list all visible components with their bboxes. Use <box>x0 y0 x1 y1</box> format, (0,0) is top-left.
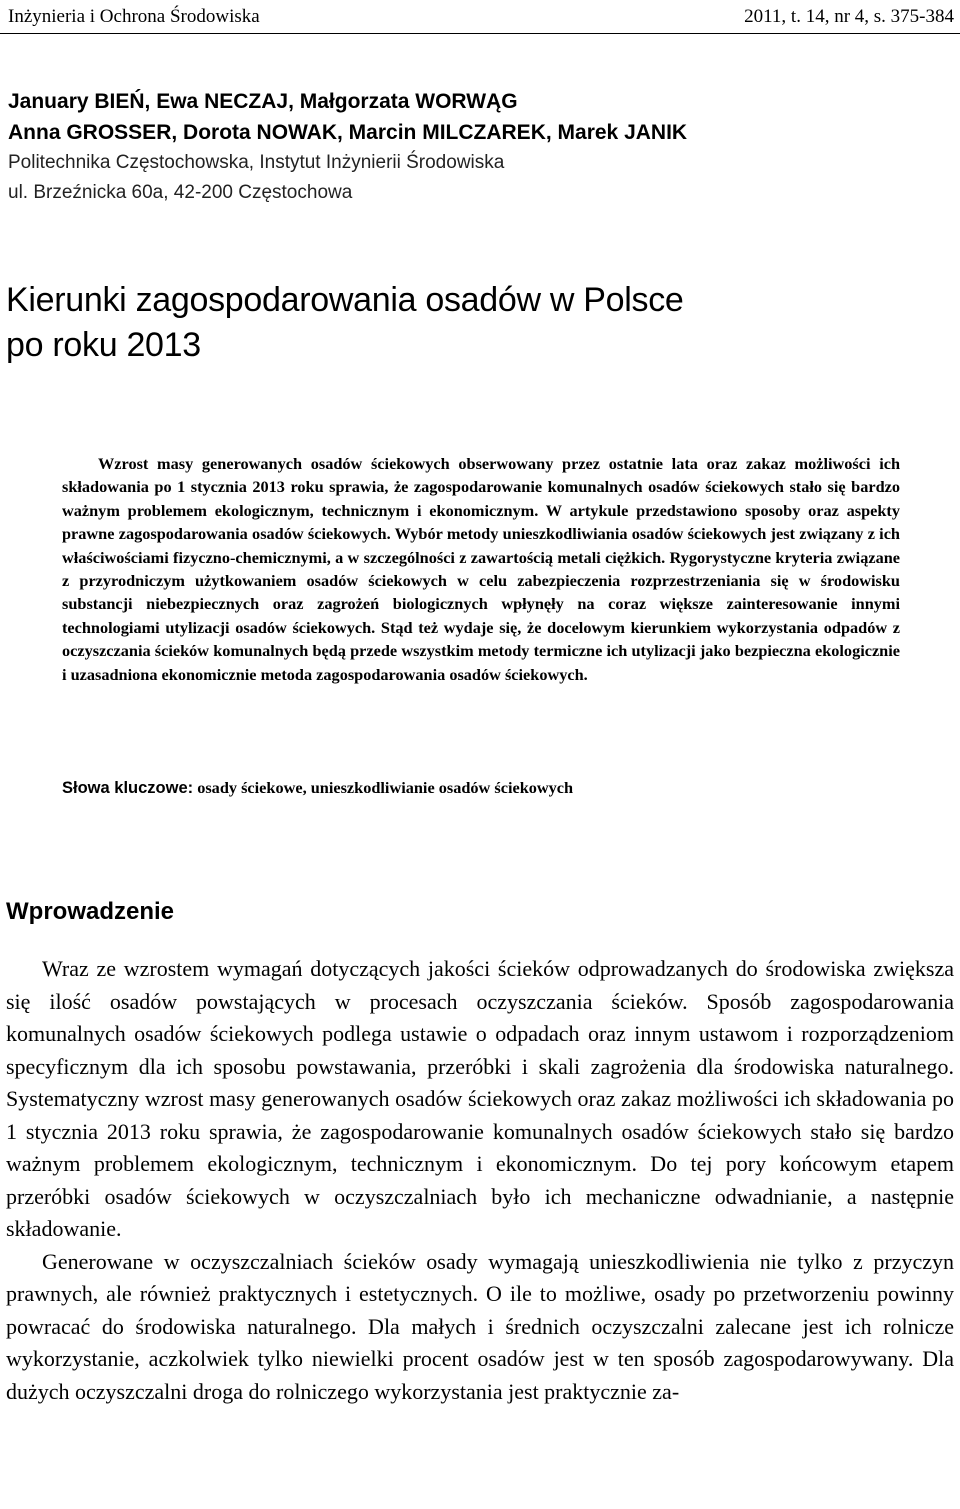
body-paragraph-1: Wraz ze wzrostem wymagań dotyczących jakości ścieków odprowadzanych do środowiska zwiększa się ilość osadów powstających w procesach oczyszczania ścieków. Sposób zagospodarowania komunalnych osadów ściekowych podlega ustawie o odpadach oraz innym ustawom i rozporządzeniom specyficznym dla ich sposobu powstawania, przeróbki i skali zagrożenia dla środowiska naturalnego. Systematyczny wzrost masy generowanych osadów ściekowych oraz zakaz możliwości ich składowania po 1 stycznia 2013 roku sprawia, że zagospodarowanie komunalnych osadów ściekowych stało się bardzo ważnym problemem ekologicznym, technicznym i ekonomicznym. Do tej pory końcowym etapem przeróbki osadów ściekowych w oczyszczalniach było ich mechaniczne odwadnianie, a następnie składowanie. <box>6 956 954 1241</box>
paper-title-line-1: Kierunki zagospodarowania osadów w Polsce <box>6 281 684 319</box>
keywords <box>62 776 902 800</box>
header-divider <box>0 33 960 34</box>
section-body <box>6 953 954 1408</box>
paper-title <box>6 278 946 368</box>
affiliation-line-2: ul. Brzeźnicka 60a, 42-200 Częstochowa <box>8 182 353 203</box>
section-heading: Wprowadzenie <box>6 898 175 925</box>
author-list <box>8 86 948 148</box>
keywords-value: osady ściekowe, unieszkodliwianie osadów ściekowych <box>197 778 574 797</box>
affiliation-line-1: Politechnika Częstochowska, Instytut Inżynierii Środowiska <box>8 152 505 173</box>
keywords-label: Słowa kluczowe: <box>62 779 194 797</box>
running-header <box>8 4 954 30</box>
journal-name: Inżynieria i Ochrona Środowiska <box>8 6 260 27</box>
authors-line-2: Anna GROSSER, Dorota NOWAK, Marcin MILCZAREK, Marek JANIK <box>8 121 688 144</box>
authors-line-1: January BIEŃ, Ewa NECZAJ, Małgorzata WORWĄG <box>8 90 518 113</box>
abstract: Wzrost masy generowanych osadów ściekowych obserwowany przez ostatnie lata oraz zakaz możliwości ich składowania po 1 stycznia 2013 roku sprawia, że zagospodarowanie komunalnych osadów ściekowych stało się bardzo ważnym problemem ekologicznym, technicznym i ekonomicznym. W artykule przedstawiono sposoby oraz aspekty prawne zagospodarowania osadów ściekowych. Wybór metody unieszkodliwiania osadów ściekowych jest związany z ich właściwościami fizyczno-chemicznymi, a w szczególności z zawartością metali ciężkich. Rygorystyczne kryteria związane z przyrodniczym użytkowaniem osadów ściekowych w celu zabezpieczenia rozprzestrzeniania się w środowisku substancji niebezpiecznych oraz zagrożeń biologicznych wpłynęły na coraz większe zainteresowanie innymi technologiami utylizacji osadów ściekowych. Stąd też wydaje się, że docelowym kierunkiem wykorzystania odpadów z oczyszczania ścieków komunalnych będą przede wszystkim metody termiczne ich utylizacji jako bezpieczna ekologicznie i uzasadniona ekonomicznie metoda zagospodarowania osadów ściekowych. <box>62 454 900 684</box>
body-paragraph-2: Generowane w oczyszczalniach ścieków osady wymagają unieszkodliwienia nie tylko z przyczyn prawnych, ale również praktycznych i estetycznych. O ile to możliwe, osady po przetworzeniu powinny powracać do środowiska naturalnego. Dla małych i średnich oczyszczalni zalecane jest ich rolnicze wykorzystanie, aczkolwiek tylko niewielki procent osadów jest w ten sposób zagospodarowywany. Dla dużych oczyszczalni droga do rolniczego wykorzystania jest praktycznie za- <box>6 1248 954 1404</box>
paper-title-line-2: po roku 2013 <box>6 326 201 364</box>
affiliation <box>8 148 948 208</box>
journal-citation: 2011, t. 14, nr 4, s. 375-384 <box>744 6 954 27</box>
